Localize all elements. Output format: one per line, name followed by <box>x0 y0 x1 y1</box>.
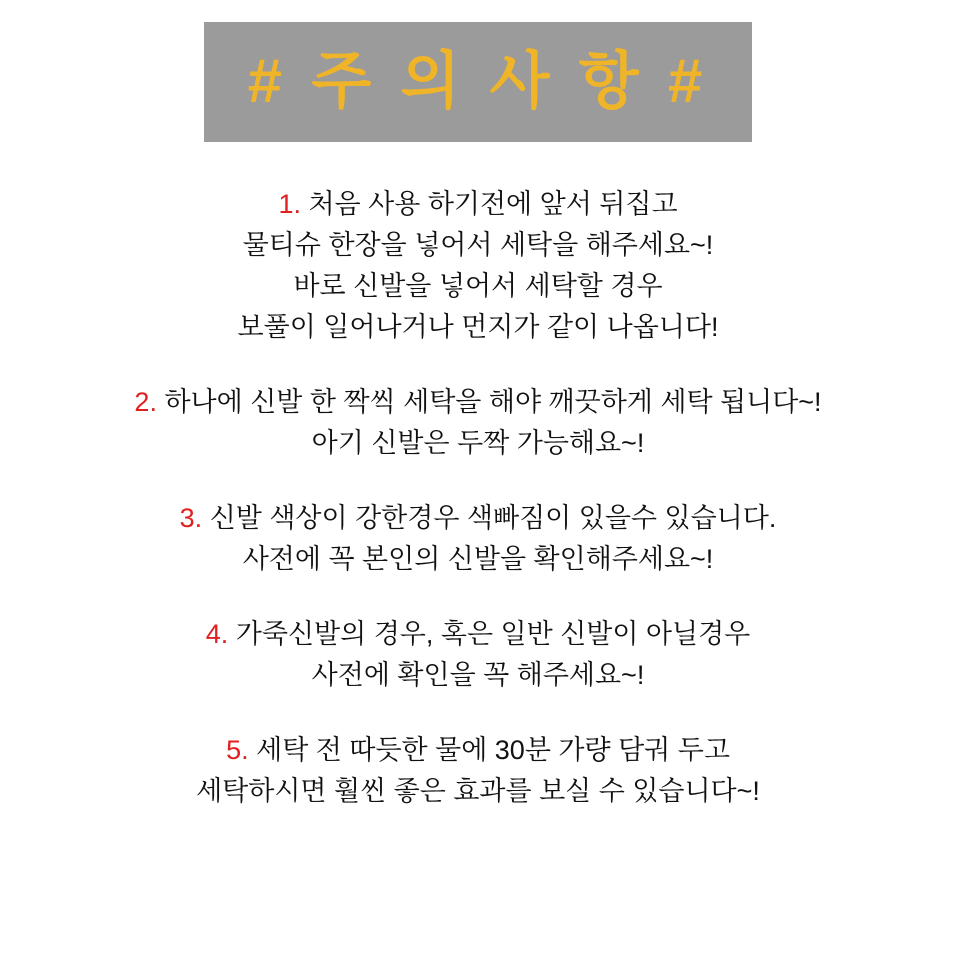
notice-text: 신발 색상이 강한경우 색빠짐이 있을수 있습니다. <box>209 503 777 534</box>
notice-text: 가죽신발의 경우, 혹은 일반 신발이 아닐경우 <box>235 619 751 650</box>
notice-number: 4. <box>205 619 229 650</box>
notice-line <box>0 498 956 539</box>
notice-list <box>0 184 956 812</box>
notice-line: 세탁하시면 훨씬 좋은 효과를 보실 수 있습니다~! <box>196 776 760 807</box>
notice-number: 1. <box>278 189 301 219</box>
notice-item-1 <box>0 184 956 348</box>
page-title: # 주 의 사 항 # <box>247 47 709 116</box>
notice-text: 하나에 신발 한 짝씩 세탁을 해야 깨끗하게 세탁 됩니다~! <box>164 387 822 418</box>
notice-line <box>0 730 956 771</box>
title-banner <box>204 22 752 142</box>
notice-text: 처음 사용 하기전에 앞서 뒤집고 <box>308 189 678 219</box>
notice-line: 보풀이 일어나거나 먼지가 같이 나옵니다! <box>237 312 719 343</box>
notice-item-3 <box>0 498 956 580</box>
notice-line <box>0 614 956 655</box>
notice-line <box>0 382 956 423</box>
notice-line: 아기 신발은 두짝 가능해요~! <box>311 428 645 459</box>
notice-number: 5. <box>226 735 249 766</box>
notice-line <box>0 184 956 225</box>
notice-item-5 <box>0 730 956 812</box>
notice-text: 세탁 전 따듯한 물에 30분 가량 담궈 두고 <box>256 735 730 766</box>
notice-line: 사전에 확인을 꼭 해주세요~! <box>311 660 645 691</box>
notice-line: 물티슈 한장을 넣어서 세탁을 해주세요~! <box>242 230 714 261</box>
notice-line: 바로 신발을 넣어서 세탁할 경우 <box>293 271 663 302</box>
notice-item-2 <box>0 382 956 464</box>
notice-item-4 <box>0 614 956 696</box>
notice-number: 3. <box>179 503 203 534</box>
notice-number: 2. <box>134 387 157 418</box>
notice-line: 사전에 꼭 본인의 신발을 확인해주세요~! <box>242 544 714 575</box>
